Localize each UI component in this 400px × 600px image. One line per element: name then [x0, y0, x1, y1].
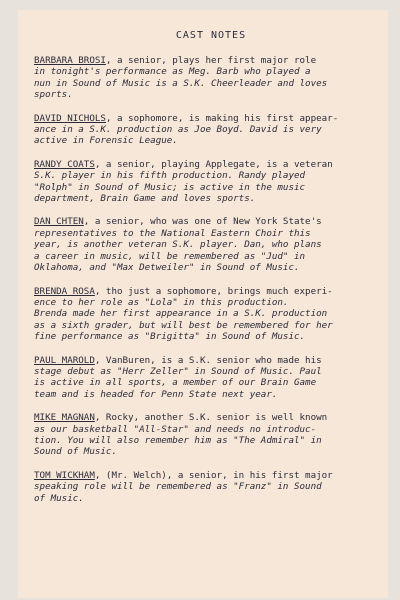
- note-line: ance in a S.K. production as Joe Boyd. David is very: [34, 124, 322, 136]
- note-first-line: [34, 286, 378, 297]
- cast-note: [34, 412, 378, 458]
- note-line: stage debut as "Herr Zeller" in Sound of Music. Paul: [34, 365, 322, 377]
- note-text: , (Mr. Welch), a senior, in his first major: [94, 469, 333, 481]
- note-first-line: [34, 470, 378, 481]
- note-line: nun in Sound of Music is a S.K. Cheerleader and loves: [34, 77, 328, 89]
- program-page: [18, 10, 388, 598]
- note-first-line: [34, 355, 378, 366]
- note-line: a career in music, will be remembered as "Jud" in: [34, 250, 306, 262]
- cast-note: [34, 286, 378, 343]
- cast-name: PAUL MAROLD: [34, 354, 95, 366]
- note-line: "Rolph" in Sound of Music; is active in the music: [34, 181, 306, 193]
- cast-name: RANDY COATS: [34, 158, 95, 170]
- note-text: , a senior, plays her first major role: [105, 55, 317, 66]
- note-first-line: [34, 412, 378, 423]
- note-line: tion. You will also remember him as "The Admiral" in: [34, 434, 322, 446]
- cast-name: DAN CHTEN: [34, 216, 84, 228]
- cast-note: [34, 470, 378, 504]
- note-text: , VanBuren, is a S.K. senior who made his: [94, 354, 322, 366]
- note-text: , a sophomore, is making his first appear-: [105, 112, 339, 124]
- note-text: , a senior, who was one of New York State's: [83, 216, 322, 228]
- cast-name: DAVID NICHOLS: [34, 112, 106, 124]
- cast-note: [34, 216, 378, 273]
- note-line: as our basketball "All-Star" and needs no introduc-: [34, 423, 317, 435]
- note-line: department, Brain Game and loves sports.: [34, 193, 256, 205]
- note-line: as a sixth grader, but will best be remembered for her: [34, 319, 333, 331]
- note-first-line: [34, 55, 378, 66]
- note-line: fine performance as "Brigitta" in Sound of Music.: [34, 331, 306, 343]
- note-first-line: [34, 113, 378, 124]
- note-text: , a senior, playing Applegate, is a veteran: [94, 158, 333, 170]
- cast-name: MIKE MAGNAN: [34, 412, 95, 424]
- cast-note: [34, 113, 378, 147]
- note-line: Oklahoma, and "Max Detweiler" in Sound of Music.: [34, 262, 300, 274]
- cast-note: [34, 55, 378, 101]
- note-line: speaking role will be remembered as "Franz" in Sound: [34, 481, 322, 493]
- note-line: S.K. player in his fifth production. Randy played: [34, 170, 306, 182]
- cast-name: TOM WICKHAM: [34, 469, 95, 481]
- note-text: , tho just a sophomore, brings much experi-: [94, 285, 333, 297]
- cast-note: [34, 355, 378, 401]
- note-line: team and is headed for Penn State next year.: [34, 388, 278, 400]
- note-line: Brenda made her first appearance in a S.K. production: [34, 308, 328, 320]
- note-line: is active in all sports, a member of our Brain Game: [34, 377, 317, 389]
- note-line: sports.: [34, 89, 73, 101]
- note-line: year, is another veteran S.K. player. Dan, who plans: [34, 239, 322, 251]
- note-first-line: [34, 216, 378, 227]
- note-line: of Music.: [34, 492, 84, 504]
- note-text: , Rocky, another S.K. senior is well known: [94, 412, 328, 424]
- page-heading: CAST NOTES: [175, 30, 247, 41]
- note-first-line: [34, 159, 378, 170]
- cast-note: [34, 159, 378, 205]
- note-line: active in Forensic League.: [34, 135, 178, 147]
- cast-name: BRENDA ROSA: [34, 285, 95, 297]
- note-line: representatives to the National Eastern Choir this: [34, 227, 311, 239]
- note-line: Sound of Music.: [34, 446, 117, 458]
- cast-name: BARBARA BROSI: [34, 55, 106, 66]
- note-line: ence to her role as "Lola" in this production.: [34, 296, 289, 308]
- note-line: in tonight's performance as Meg. Barb who played a: [34, 66, 311, 78]
